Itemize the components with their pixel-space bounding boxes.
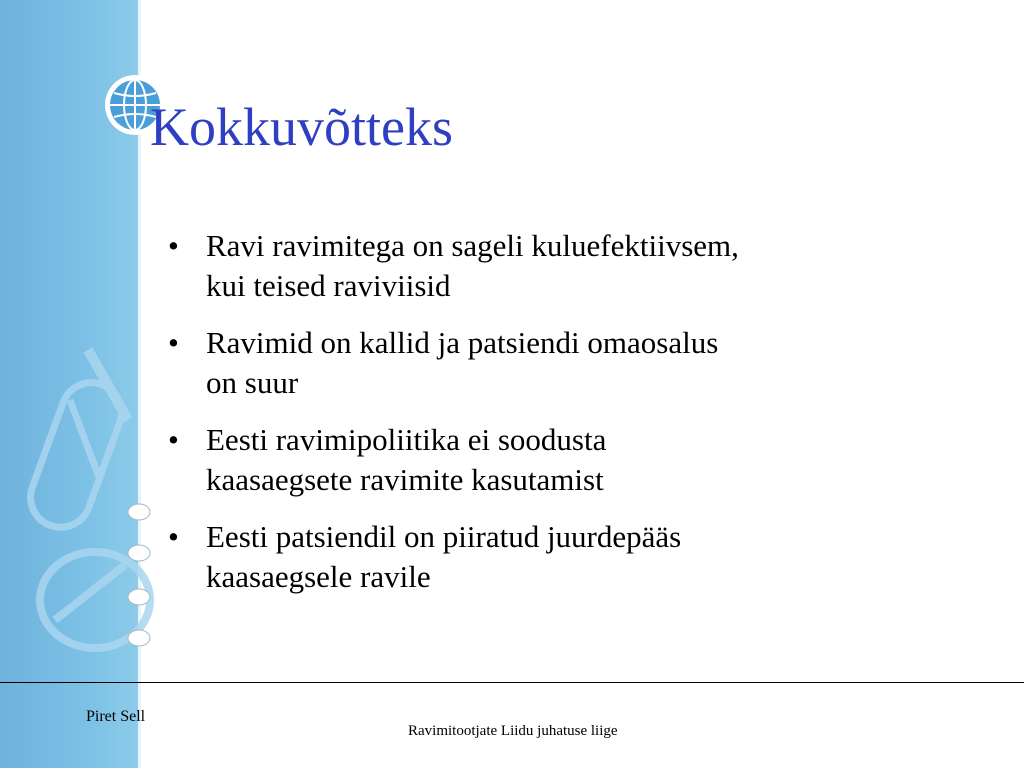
list-item [168, 517, 908, 597]
bullet-line: kui teised raviviisid [206, 268, 451, 303]
footer-author: Piret Sell [86, 708, 146, 725]
bullet-line: kaasaegsele ravile [206, 559, 431, 594]
slide-title: Kokkuvõtteks [150, 97, 453, 157]
bullet-line: Ravi ravimitega on sageli kuluefektiivsem, [206, 228, 739, 263]
bullet-list [168, 226, 908, 614]
capsule-icon [22, 350, 130, 536]
bullet-line: Eesti ravimipoliitika ei soodusta [206, 422, 607, 457]
bullet-line: kaasaegsete ravimite kasutamist [206, 462, 604, 497]
footer-role: Ravimitootjate Liidu juhatuse liige [408, 723, 618, 739]
bullet-marker: • [168, 519, 179, 554]
bullet-marker: • [168, 228, 179, 263]
bullet-marker: • [168, 422, 179, 457]
footer-divider [0, 682, 1024, 683]
bullet-marker: • [168, 325, 179, 360]
list-item [168, 323, 908, 403]
bullet-line: on suur [206, 365, 299, 400]
list-item [168, 226, 908, 306]
list-item [168, 420, 908, 500]
bullet-line: Ravimid on kallid ja patsiendi omaosalus [206, 325, 719, 360]
bullet-line: Eesti patsiendil on piiratud juurdepääs [206, 519, 682, 554]
